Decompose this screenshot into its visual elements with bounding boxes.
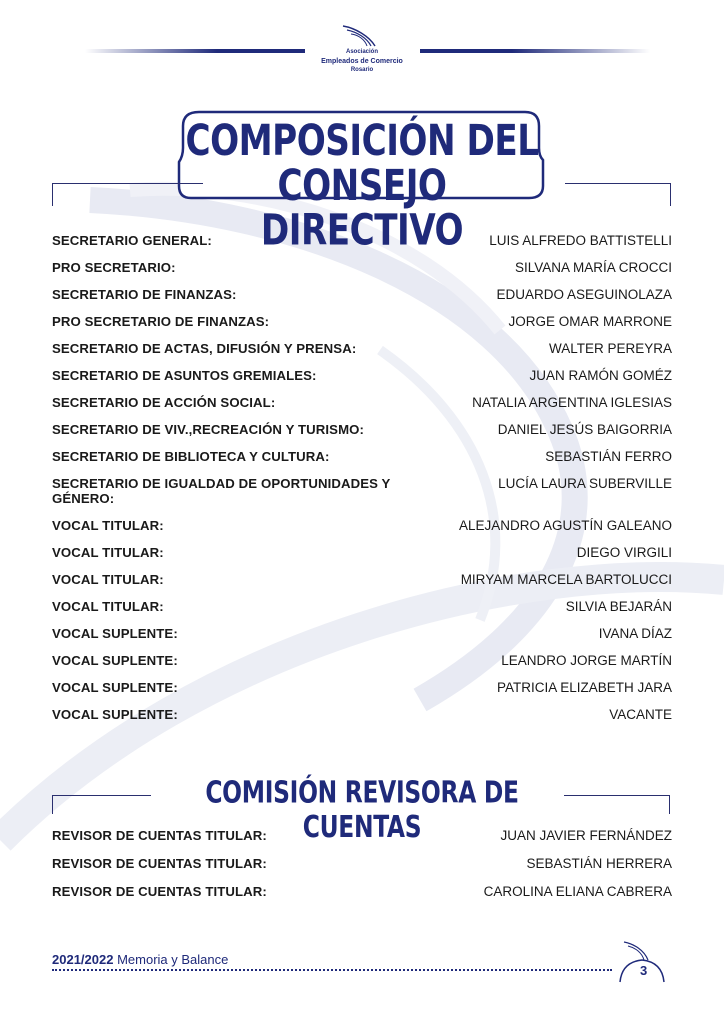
member-name: IVANA DÍAZ xyxy=(598,626,672,641)
role-label: VOCAL SUPLENTE: xyxy=(52,707,178,722)
list-item xyxy=(52,476,672,518)
member-name: WALTER PEREYRA xyxy=(548,341,672,356)
section-bracket-right xyxy=(565,183,671,206)
member-name: CAROLINA ELIANA CABRERA xyxy=(483,884,672,899)
member-name: LUIS ALFREDO BATTISTELLI xyxy=(489,233,672,248)
member-name: LEANDRO JORGE MARTÍN xyxy=(501,653,672,668)
wing-logo-icon xyxy=(335,22,390,48)
list-item xyxy=(52,599,672,626)
role-label: SECRETARIO DE ACTAS, DIFUSIÓN Y PRENSA: xyxy=(52,341,357,356)
list-item xyxy=(52,287,672,314)
member-name: PATRICIA ELIZABETH JARA xyxy=(496,680,672,695)
role-label: SECRETARIO DE BIBLIOTECA Y CULTURA: xyxy=(52,449,330,464)
list-item xyxy=(52,707,672,734)
subsection-bracket-left xyxy=(52,795,151,814)
list-item xyxy=(52,341,672,368)
role-label: SECRETARIO DE IGUALDAD DE OPORTUNIDADES Y GÉNERO: xyxy=(52,476,391,506)
member-name: JUAN JAVIER FERNÁNDEZ xyxy=(500,828,672,843)
footer-label: Memoria y Balance xyxy=(117,952,229,967)
list-item xyxy=(52,884,672,912)
section-bracket-left xyxy=(52,183,203,206)
page-title xyxy=(177,108,547,255)
role-label: SECRETARIO DE FINANZAS: xyxy=(52,287,237,302)
role-label: VOCAL SUPLENTE: xyxy=(52,653,178,668)
list-item xyxy=(52,572,672,599)
role-label: REVISOR DE CUENTAS TITULAR: xyxy=(52,828,267,843)
member-name: JUAN RAMÓN GOMÉZ xyxy=(529,368,672,383)
list-item xyxy=(52,680,672,707)
list-item xyxy=(52,545,672,572)
role-label: REVISOR DE CUENTAS TITULAR: xyxy=(52,884,267,899)
list-item xyxy=(52,518,672,545)
member-name: SILVIA BEJARÁN xyxy=(565,599,672,614)
role-label: SECRETARIO DE VIV.,RECREACIÓN Y TURISMO: xyxy=(52,422,364,437)
member-name: SILVANA MARÍA CROCCI xyxy=(514,260,672,275)
page-number: 3 xyxy=(640,963,648,978)
role-label: PRO SECRETARIO: xyxy=(52,260,176,275)
section-title-comision: COMISIÓN REVISORA DE CUENTAS xyxy=(205,776,519,845)
list-item xyxy=(52,653,672,680)
header-rule-right xyxy=(420,49,650,53)
list-item xyxy=(52,395,672,422)
list-item xyxy=(52,260,672,287)
role-label: PRO SECRETARIO DE FINANZAS: xyxy=(52,314,270,329)
list-item xyxy=(52,314,672,341)
member-name: SEBASTIÁN HERRERA xyxy=(526,856,672,871)
association-logo-text xyxy=(300,48,424,75)
header-rule-left xyxy=(85,49,305,53)
member-name: EDUARDO ASEGUINOLAZA xyxy=(496,287,672,302)
footer-caption xyxy=(52,952,228,967)
role-label: VOCAL SUPLENTE: xyxy=(52,626,178,641)
footer-dotted-rule xyxy=(52,969,612,971)
role-label: VOCAL TITULAR: xyxy=(52,518,164,533)
role-label: REVISOR DE CUENTAS TITULAR: xyxy=(52,856,267,871)
role-label: VOCAL TITULAR: xyxy=(52,599,164,614)
list-item xyxy=(52,449,672,476)
comision-revisora-list xyxy=(52,828,672,912)
logo-line-2: Empleados de Comercio xyxy=(321,58,403,65)
member-name: DIEGO VIRGILI xyxy=(576,545,672,560)
role-label: SECRETARIO DE ASUNTOS GREMIALES: xyxy=(52,368,317,383)
role-label: VOCAL SUPLENTE: xyxy=(52,680,178,695)
member-name: DANIEL JESÚS BAIGORRIA xyxy=(497,422,672,437)
role-label: SECRETARIO DE ACCIÓN SOCIAL: xyxy=(52,395,276,410)
list-item xyxy=(52,856,672,884)
member-name: LUCÍA LAURA SUBERVILLE xyxy=(498,476,672,491)
member-name: ALEJANDRO AGUSTÍN GALEANO xyxy=(458,518,672,533)
footer-year: 2021/2022 xyxy=(52,952,114,967)
list-item xyxy=(52,368,672,395)
list-item xyxy=(52,626,672,653)
title-line-2: CONSEJO DIRECTIVO xyxy=(260,160,464,255)
list-item xyxy=(52,422,672,449)
member-name: NATALIA ARGENTINA IGLESIAS xyxy=(472,395,672,410)
role-label: VOCAL TITULAR: xyxy=(52,572,164,587)
list-item xyxy=(52,233,672,260)
title-line-1: COMPOSICIÓN DEL xyxy=(185,115,539,166)
member-name: VACANTE xyxy=(609,707,672,722)
logo-line-3: Rosario xyxy=(350,67,374,73)
logo-line-1: Asociación xyxy=(345,49,378,55)
list-item xyxy=(52,828,672,856)
role-label: SECRETARIO GENERAL: xyxy=(52,233,212,248)
member-name: SEBASTIÁN FERRO xyxy=(545,449,672,464)
consejo-directivo-list xyxy=(52,233,672,734)
member-name: JORGE OMAR MARRONE xyxy=(508,314,672,329)
role-label: VOCAL TITULAR: xyxy=(52,545,164,560)
member-name: MIRYAM MARCELA BARTOLUCCI xyxy=(460,572,672,587)
subsection-bracket-right xyxy=(564,795,670,814)
